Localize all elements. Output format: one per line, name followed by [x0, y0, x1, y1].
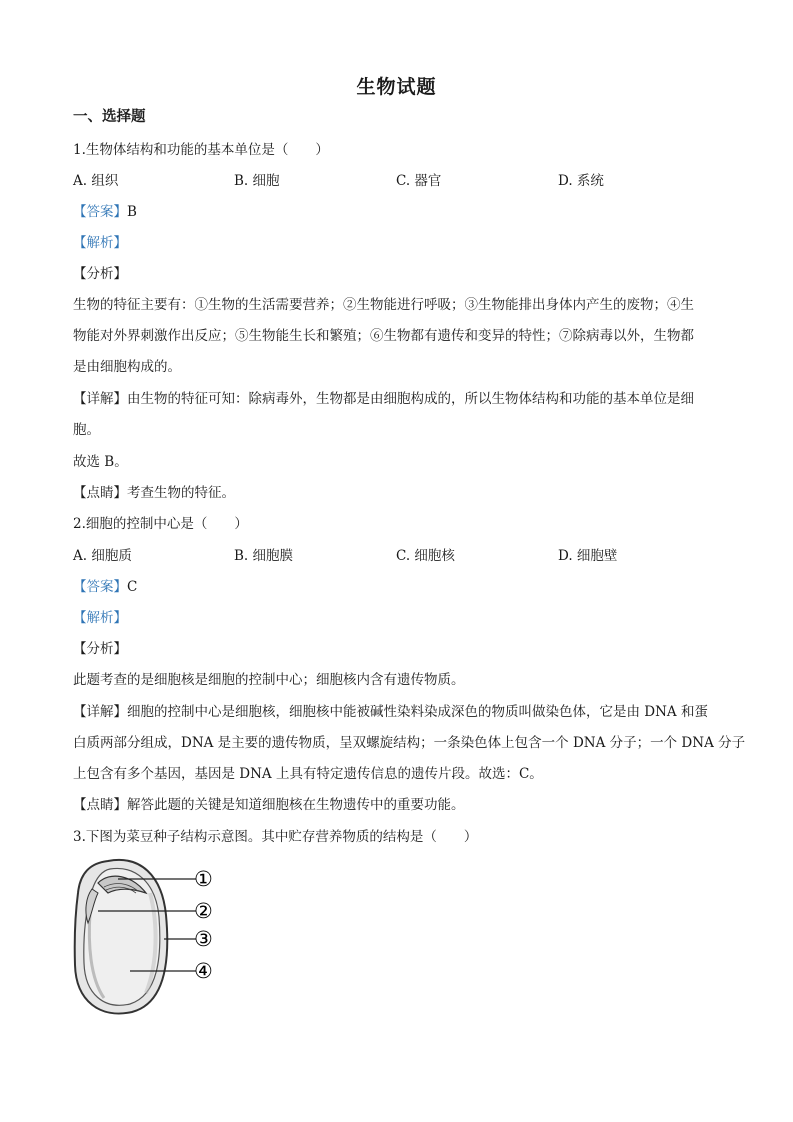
question-2-stem: 2.细胞的控制中心是（ ） [73, 516, 248, 532]
q1-option-d: D. 系统 [558, 173, 604, 189]
q2-fenxi-line: 此题考查的是细胞核是细胞的控制中心；细胞核内含有遗传物质。 [73, 672, 465, 688]
q1-fenxi-line-2: 物能对外界刺激作出反应；⑤生物能生长和繁殖；⑥生物都有遗传和变异的特性；⑦除病毒以外，生物都 [73, 328, 694, 344]
q1-option-c: C. 器官 [396, 173, 442, 189]
label-radicle: ② [194, 899, 213, 923]
bean-seed-figure [70, 853, 230, 1018]
q2-detail-line-2: 白质两部分组成，DNA 是主要的遗传物质，呈双螺旋结构；一条染色体上包含一个 DNA 分子；一个 DNA 分子 [73, 735, 746, 751]
question-1-stem: 1.生物体结构和功能的基本单位是（ ） [73, 142, 329, 158]
q1-analysis-tag: 【解析】 [73, 235, 127, 251]
q2-option-d: D. 细胞壁 [558, 548, 618, 564]
answer-tag: 【答案】 [73, 579, 127, 595]
bean-seed-diagram [70, 853, 230, 1018]
page-title: 生物试题 [356, 76, 437, 98]
answer-tag: 【答案】 [73, 204, 127, 220]
question-3-stem: 3.下图为菜豆种子结构示意图。其中贮存营养物质的结构是（ ） [73, 829, 478, 845]
q2-detail-line-1: 【详解】细胞的控制中心是细胞核，细胞核中能被碱性染料染成深色的物质叫做染色体，它是由 DNA 和蛋 [73, 704, 708, 720]
q1-option-a: A. 组织 [73, 173, 119, 189]
q2-detail-line-3: 上包含有多个基因，基因是 DNA 上具有特定遗传信息的遗传片段。故选：C。 [73, 766, 543, 782]
q1-detail-line-2: 胞。 [73, 422, 100, 438]
label-plumule: ① [194, 867, 213, 891]
q2-analysis-tag: 【解析】 [73, 610, 127, 626]
q2-answer [73, 578, 137, 596]
q1-choose: 故选 B。 [73, 454, 128, 470]
label-cotyledon: ④ [194, 959, 213, 983]
q1-answer [73, 203, 137, 221]
answer-value: B [127, 204, 137, 220]
q2-option-c: C. 细胞核 [396, 548, 455, 564]
section-heading: 一、选择题 [73, 108, 146, 125]
q2-fenxi-tag: 【分析】 [73, 641, 127, 657]
q1-dianjing: 【点睛】考查生物的特征。 [73, 485, 235, 501]
q2-option-b: B. 细胞膜 [234, 548, 294, 564]
q1-detail-line-1: 【详解】由生物的特征可知：除病毒外，生物都是由细胞构成的，所以生物体结构和功能的基本单位是细 [73, 391, 694, 407]
q1-fenxi-tag: 【分析】 [73, 266, 127, 282]
q2-option-a: A. 细胞质 [73, 548, 132, 564]
label-seed-coat: ③ [194, 927, 213, 951]
q1-option-b: B. 细胞 [234, 173, 280, 189]
q1-fenxi-line-1: 生物的特征主要有：①生物的生活需要营养；②生物能进行呼吸；③生物能排出身体内产生的废物；④生 [73, 297, 694, 313]
q2-dianjing: 【点睛】解答此题的关键是知道细胞核在生物遗传中的重要功能。 [73, 797, 465, 813]
answer-value: C [127, 579, 138, 595]
q1-fenxi-line-3: 是由细胞构成的。 [73, 359, 181, 375]
